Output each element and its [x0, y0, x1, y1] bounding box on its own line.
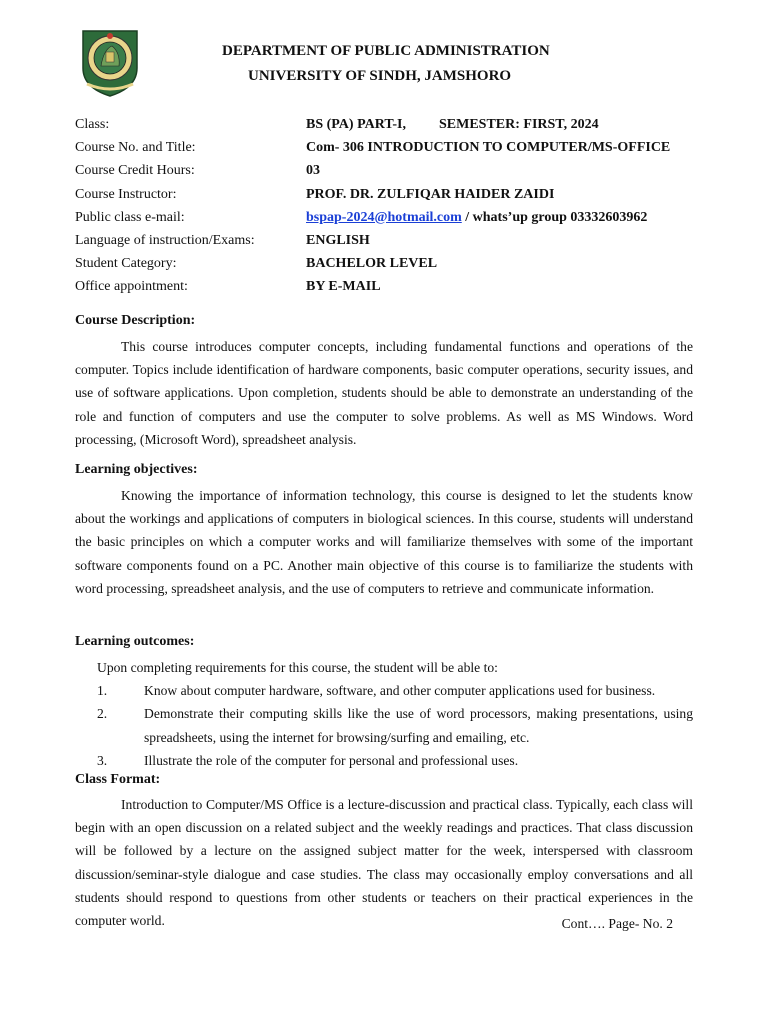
language-value: ENGLISH: [306, 232, 370, 248]
email-link[interactable]: bspap-2024@hotmail.com: [306, 209, 462, 225]
learning-objectives-heading: Learning objectives:: [75, 462, 198, 477]
info-row-language: [75, 232, 715, 255]
info-row-credit: [75, 162, 715, 185]
language-label: Language of instruction/Exams:: [75, 232, 255, 248]
email-label: Public class e-mail:: [75, 209, 185, 225]
university-crest-icon: [79, 28, 141, 98]
category-label: Student Category:: [75, 256, 177, 272]
office-label: Office appointment:: [75, 279, 188, 295]
course-value: Com- 306 INTRODUCTION TO COMPUTER/MS-OFFICE: [306, 140, 671, 156]
email-value: [306, 209, 647, 227]
class-format-heading: Class Format:: [75, 772, 161, 787]
learning-objectives-text: Knowing the importance of information technology, this course is designed to let the students know about the workings and applications of computers in biological sciences. In this course, students will understand the basic principles on which a computer works and will familiarize themselves with some of the important software components found on a PC. Another main objective of this course is to familiarize the students with word processing, spreadsheet analysis, and the use of computers to retrieve and communicate information.: [75, 488, 693, 596]
info-row-course: [75, 139, 715, 162]
course-info-table: [75, 116, 715, 302]
class-label: Class:: [75, 117, 110, 132]
class-format-text: Introduction to Computer/MS Office is a lecture-discussion and practical class. Typically, each class will begin with an open discussion on a related subject and the weekly readings and practices. That class discussion will be followed by a lecture on the assigned subject matter for the week, interspersed with classroom discussion/seminar-style dialogue and case studies. The class may occasionally employ conversations and all students should respond to questions from other students or teachers on their practical experiences in the computer world.: [75, 797, 693, 929]
learning-objectives-section: [75, 461, 693, 600]
course-description-section: [75, 312, 693, 451]
list-item: 3. Illustrate the role of the computer for personal and professional uses.: [97, 752, 519, 768]
credit-value: 03: [306, 163, 320, 179]
info-row-instructor: [75, 186, 715, 209]
class-format-section: [75, 771, 693, 932]
learning-outcomes-heading: Learning outcomes:: [75, 634, 195, 649]
course-description-heading: Course Description:: [75, 313, 196, 328]
course-label: Course No. and Title:: [75, 140, 196, 156]
info-row-email: [75, 209, 715, 232]
instructor-value: PROF. DR. ZULFIQAR HAIDER ZAIDI: [306, 186, 555, 202]
list-item: 2. Demonstrate their computing skills like the use of word processors, making presentations, using spreadsheets, using the internet for browsing/surfing and emailing, etc.: [97, 706, 693, 745]
learning-outcomes-list: [75, 679, 693, 772]
course-description-text: This course introduces computer concepts, including fundamental functions and operations of the computer. Topics include identification of hardware components, basic computer operations, security issues, and use of software applications. Upon completion, students should be able to demonstrate an understanding of the role and function of computers and use the computer to solve problems. As well as MS Windows. Word processing, (Microsoft Word), spreadsheet analysis.: [75, 339, 693, 447]
office-value: BY E-MAIL: [306, 279, 381, 295]
department-title: DEPARTMENT OF PUBLIC ADMINISTRATION: [222, 43, 550, 59]
info-row-category: [75, 255, 715, 278]
info-row-class: [75, 116, 715, 139]
class-value: BS (PA) PART-I, SEMESTER: FIRST, 2024: [306, 117, 599, 132]
learning-outcomes-intro: Upon completing requirements for this course, the student will be able to:: [97, 660, 498, 675]
list-item: 1. Know about computer hardware, software, and other computer applications used for business.: [97, 683, 656, 699]
continued-note: Cont…. Page- No. 2: [561, 916, 673, 932]
university-title: UNIVERSITY OF SINDH, JAMSHORO: [248, 68, 512, 84]
semester-value: SEMESTER: FIRST, 2024: [438, 117, 599, 132]
learning-outcomes-section: [75, 633, 693, 772]
instructor-label: Course Instructor:: [75, 186, 177, 202]
whatsapp-value: / whats’up group 03332603962: [461, 209, 648, 225]
category-value: BACHELOR LEVEL: [306, 256, 438, 272]
credit-label: Course Credit Hours:: [75, 163, 195, 179]
info-row-office: [75, 278, 715, 301]
